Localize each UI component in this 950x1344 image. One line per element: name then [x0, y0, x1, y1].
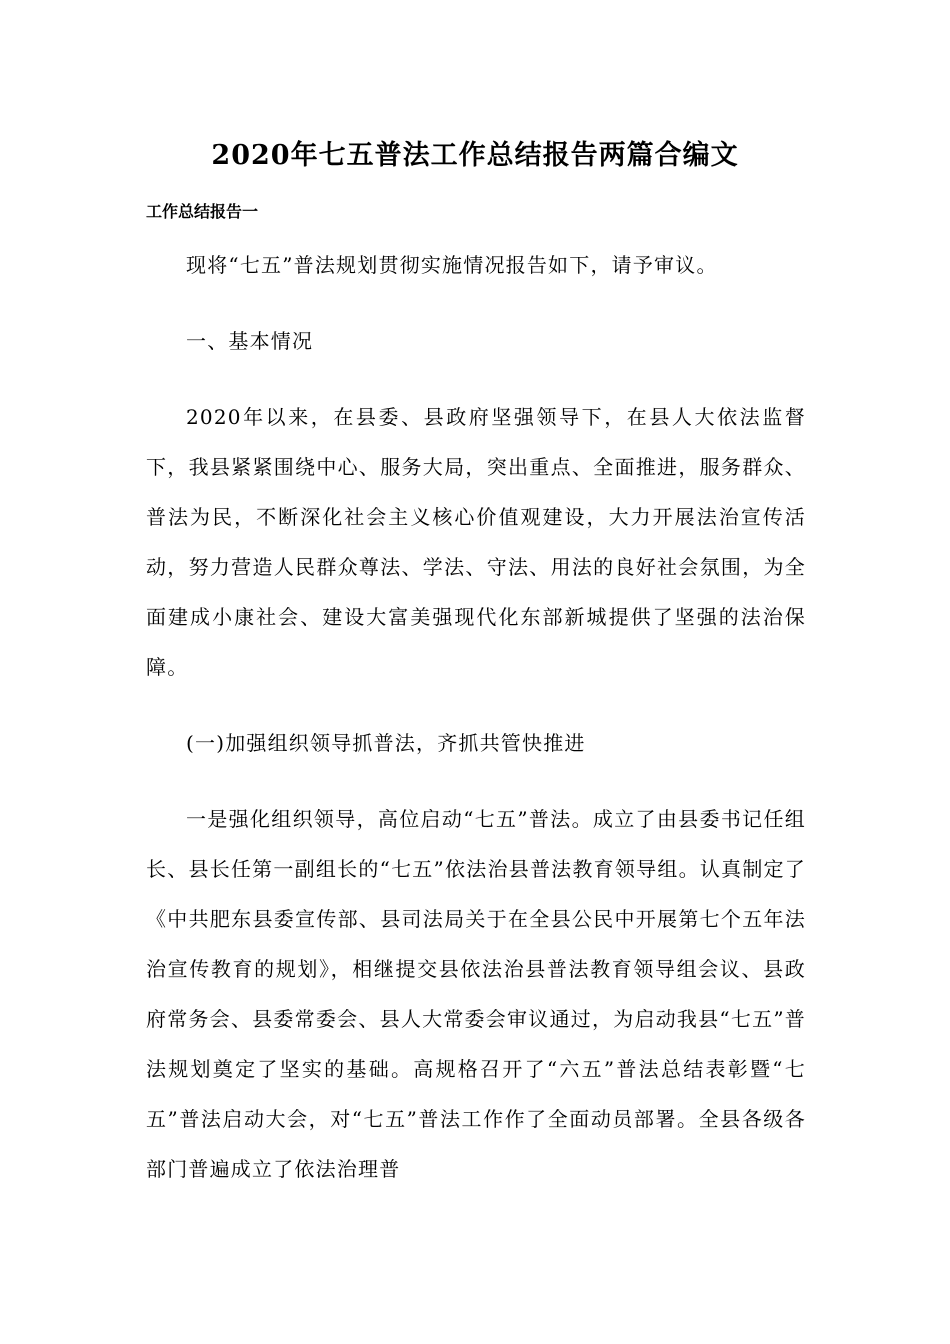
paragraph-heading-basic: 一、基本情况 [186, 329, 314, 353]
paragraph-intro: 现将“七五”普法规划贯彻实施情况报告如下，请予审议。 [186, 253, 718, 277]
document-body [146, 240, 806, 1194]
paragraph-leadership: 一是强化组织领导，高位启动“七五”普法。成立了由县委书记任组长、县长任第一副组长的“七五”依法治县普法教育领导组。认真制定了《中共肥东县委宣传部、县司法局关于在全县公民中开展第七个五年法治宣传教育的规划》，相继提交县依法治县普法教育领导组会议、县政府常务会、县委常委会、县人大常委会审议通过，为启动我县“七五”普法规划奠定了坚实的基础。高规格召开了“六五”普法总结表彰暨“七五”普法启动大会，对“七五”普法工作作了全面动员部署。全县各级各部门普遍成立了依法治理普 [146, 807, 806, 1181]
paragraph-subheading-organization: (一)加强组织领导抓普法，齐抓共管快推进 [186, 731, 586, 755]
section-heading: 工作总结报告一 [146, 202, 259, 221]
paragraph-overview: 2020年以来，在县委、县政府坚强领导下，在县人大依法监督下，我县紧紧围绕中心、服务大局，突出重点、全面推进，服务群众、普法为民，不断深化社会主义核心价值观建设，大力开展法治宣传活动，努力营造人民群众尊法、学法、守法、用法的良好社会氛围，为全面建成小康社会、建设大富美强现代化东部新城提供了坚强的法治保障。 [146, 405, 806, 679]
document-title: 2020年七五普法工作总结报告两篇合编文 [211, 140, 739, 171]
